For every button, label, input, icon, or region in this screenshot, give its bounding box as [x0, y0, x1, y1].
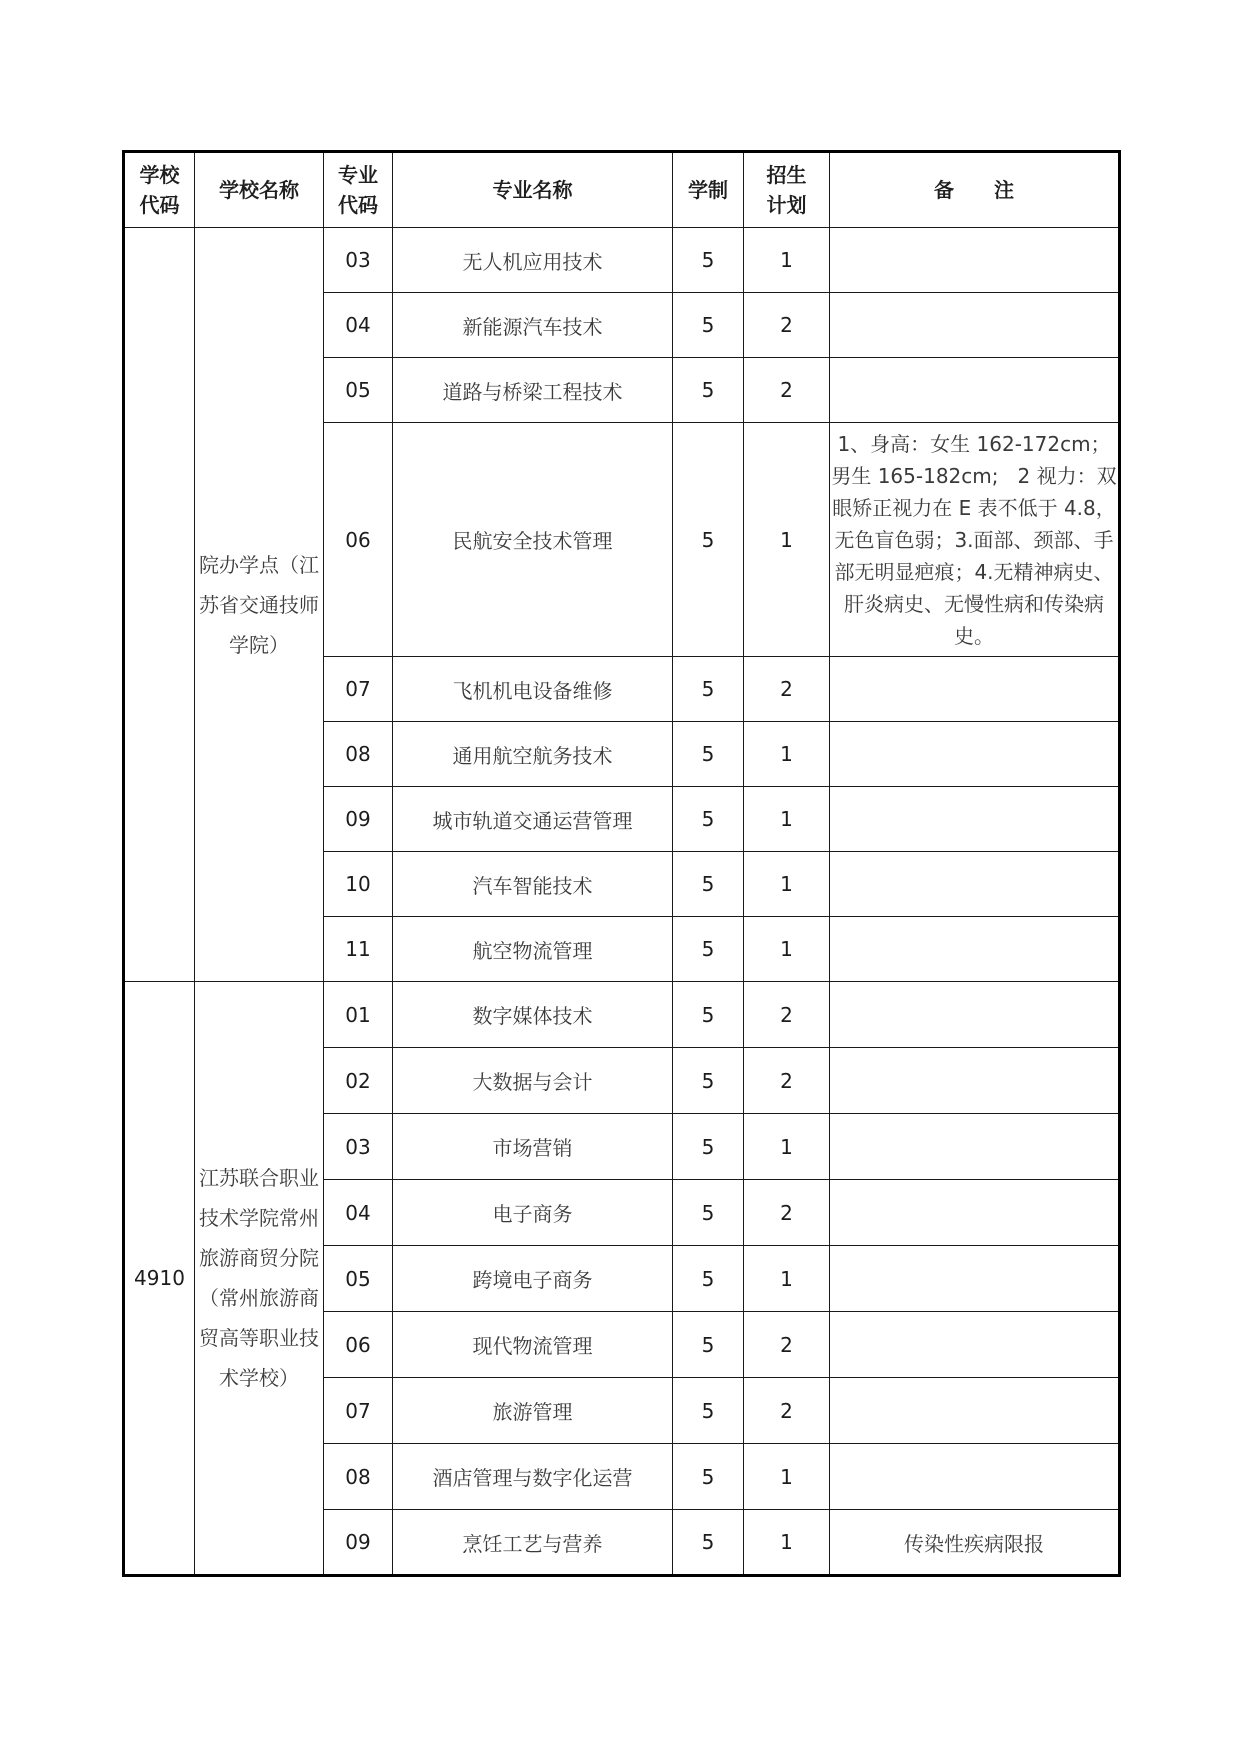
duration-cell: 5: [673, 423, 744, 657]
col-header-school-code: [124, 152, 195, 228]
duration-cell: 5: [673, 852, 744, 917]
school-name-cell: 院办学点（江苏省交通技师学院）: [195, 228, 324, 982]
plan-cell: 2: [744, 1048, 830, 1114]
major-name-cell: 数字媒体技术: [393, 982, 673, 1048]
plan-cell: 1: [744, 852, 830, 917]
plan-cell: 1: [744, 1510, 830, 1576]
school-code-cell: 4910: [124, 982, 195, 1576]
major-code-cell: 07: [324, 1378, 393, 1444]
major-code-cell: 11: [324, 917, 393, 982]
remark-cell: [830, 1114, 1120, 1180]
major-code-cell: 02: [324, 1048, 393, 1114]
header-row: [124, 152, 1120, 228]
duration-cell: 5: [673, 1510, 744, 1576]
col-header-major-name: [393, 152, 673, 228]
major-code-cell: 09: [324, 1510, 393, 1576]
plan-cell: 2: [744, 358, 830, 423]
duration-cell: 5: [673, 1312, 744, 1378]
major-name-cell: 汽车智能技术: [393, 852, 673, 917]
duration-cell: 5: [673, 722, 744, 787]
remark-cell: [830, 1180, 1120, 1246]
remark-cell: [830, 787, 1120, 852]
school-name-cell: 江苏联合职业技术学院常州旅游商贸分院（常州旅游商贸高等职业技术学校）: [195, 982, 324, 1576]
plan-cell: 2: [744, 982, 830, 1048]
duration-cell: 5: [673, 1444, 744, 1510]
plan-cell: 1: [744, 1114, 830, 1180]
major-name-cell: 大数据与会计: [393, 1048, 673, 1114]
plan-cell: 2: [744, 1312, 830, 1378]
duration-cell: 5: [673, 1048, 744, 1114]
major-code-cell: 01: [324, 982, 393, 1048]
plan-cell: 1: [744, 787, 830, 852]
col-header-school-name: [195, 152, 324, 228]
major-name-cell: 民航安全技术管理: [393, 423, 673, 657]
major-code-cell: 03: [324, 228, 393, 293]
major-code-cell: 04: [324, 293, 393, 358]
remark-cell: [830, 852, 1120, 917]
remark-cell: [830, 1246, 1120, 1312]
major-code-cell: 06: [324, 423, 393, 657]
plan-cell: 2: [744, 293, 830, 358]
major-name-cell: 通用航空航务技术: [393, 722, 673, 787]
major-code-cell: 06: [324, 1312, 393, 1378]
major-name-cell: 市场营销: [393, 1114, 673, 1180]
remark-cell: [830, 1048, 1120, 1114]
duration-cell: 5: [673, 1180, 744, 1246]
duration-cell: 5: [673, 917, 744, 982]
remark-cell: 传染性疾病限报: [830, 1510, 1120, 1576]
plan-cell: 2: [744, 1378, 830, 1444]
plan-cell: 2: [744, 1180, 830, 1246]
major-row: [124, 982, 1120, 1048]
header-line: 招生: [766, 163, 807, 187]
remark-cell: 1、身高：女生 162-172cm；男生 165-182cm; 2 视力：双眼矫正视力在 E 表不低于 4.8，无色盲色弱；3.面部、颈部、手部无明显疤痕；4.无精神病史、肝炎病史、无慢性病和传染病史。: [830, 423, 1120, 657]
major-name-cell: 新能源汽车技术: [393, 293, 673, 358]
major-code-cell: 10: [324, 852, 393, 917]
header-line: 学校: [139, 163, 180, 187]
major-name-cell: 跨境电子商务: [393, 1246, 673, 1312]
header-line: 学制: [688, 178, 728, 202]
remark-cell: [830, 1444, 1120, 1510]
remark-cell: [830, 1312, 1120, 1378]
major-name-cell: 电子商务: [393, 1180, 673, 1246]
remark-cell: [830, 982, 1120, 1048]
major-name-cell: 烹饪工艺与营养: [393, 1510, 673, 1576]
header-line: 备 注: [934, 178, 1014, 202]
major-code-cell: 04: [324, 1180, 393, 1246]
duration-cell: 5: [673, 228, 744, 293]
duration-cell: 5: [673, 358, 744, 423]
remark-cell: [830, 722, 1120, 787]
header-line: 代码: [338, 193, 378, 217]
duration-cell: 5: [673, 657, 744, 722]
duration-cell: 5: [673, 293, 744, 358]
admission-plan-table: [122, 150, 1121, 1577]
major-code-cell: 07: [324, 657, 393, 722]
remark-cell: [830, 228, 1120, 293]
major-name-cell: 道路与桥梁工程技术: [393, 358, 673, 423]
duration-cell: 5: [673, 982, 744, 1048]
major-name-cell: 城市轨道交通运营管理: [393, 787, 673, 852]
header-line: 计划: [766, 193, 807, 217]
header-line: 代码: [139, 193, 180, 217]
remark-cell: [830, 293, 1120, 358]
duration-cell: 5: [673, 787, 744, 852]
col-header-enrollment-plan: [744, 152, 830, 228]
school-code-cell: [124, 228, 195, 982]
major-name-cell: 飞机机电设备维修: [393, 657, 673, 722]
major-code-cell: 08: [324, 1444, 393, 1510]
plan-cell: 1: [744, 1246, 830, 1312]
duration-cell: 5: [673, 1378, 744, 1444]
remark-cell: [830, 358, 1120, 423]
major-code-cell: 09: [324, 787, 393, 852]
major-name-cell: 无人机应用技术: [393, 228, 673, 293]
col-header-duration: [673, 152, 744, 228]
major-code-cell: 08: [324, 722, 393, 787]
plan-cell: 1: [744, 423, 830, 657]
header-line: 专业: [338, 163, 378, 187]
header-line: 学校名称: [219, 178, 299, 202]
major-name-cell: 航空物流管理: [393, 917, 673, 982]
major-code-cell: 05: [324, 358, 393, 423]
major-name-cell: 现代物流管理: [393, 1312, 673, 1378]
plan-cell: 2: [744, 657, 830, 722]
plan-cell: 1: [744, 1444, 830, 1510]
major-code-cell: 03: [324, 1114, 393, 1180]
duration-cell: 5: [673, 1246, 744, 1312]
major-row: [124, 228, 1120, 293]
plan-cell: 1: [744, 228, 830, 293]
remark-cell: [830, 657, 1120, 722]
major-name-cell: 酒店管理与数字化运营: [393, 1444, 673, 1510]
major-name-cell: 旅游管理: [393, 1378, 673, 1444]
header-line: 专业名称: [492, 178, 573, 202]
col-header-major-code: [324, 152, 393, 228]
plan-cell: 1: [744, 722, 830, 787]
remark-cell: [830, 1378, 1120, 1444]
major-code-cell: 05: [324, 1246, 393, 1312]
plan-cell: 1: [744, 917, 830, 982]
duration-cell: 5: [673, 1114, 744, 1180]
remark-cell: [830, 917, 1120, 982]
col-header-remarks: [830, 152, 1120, 228]
